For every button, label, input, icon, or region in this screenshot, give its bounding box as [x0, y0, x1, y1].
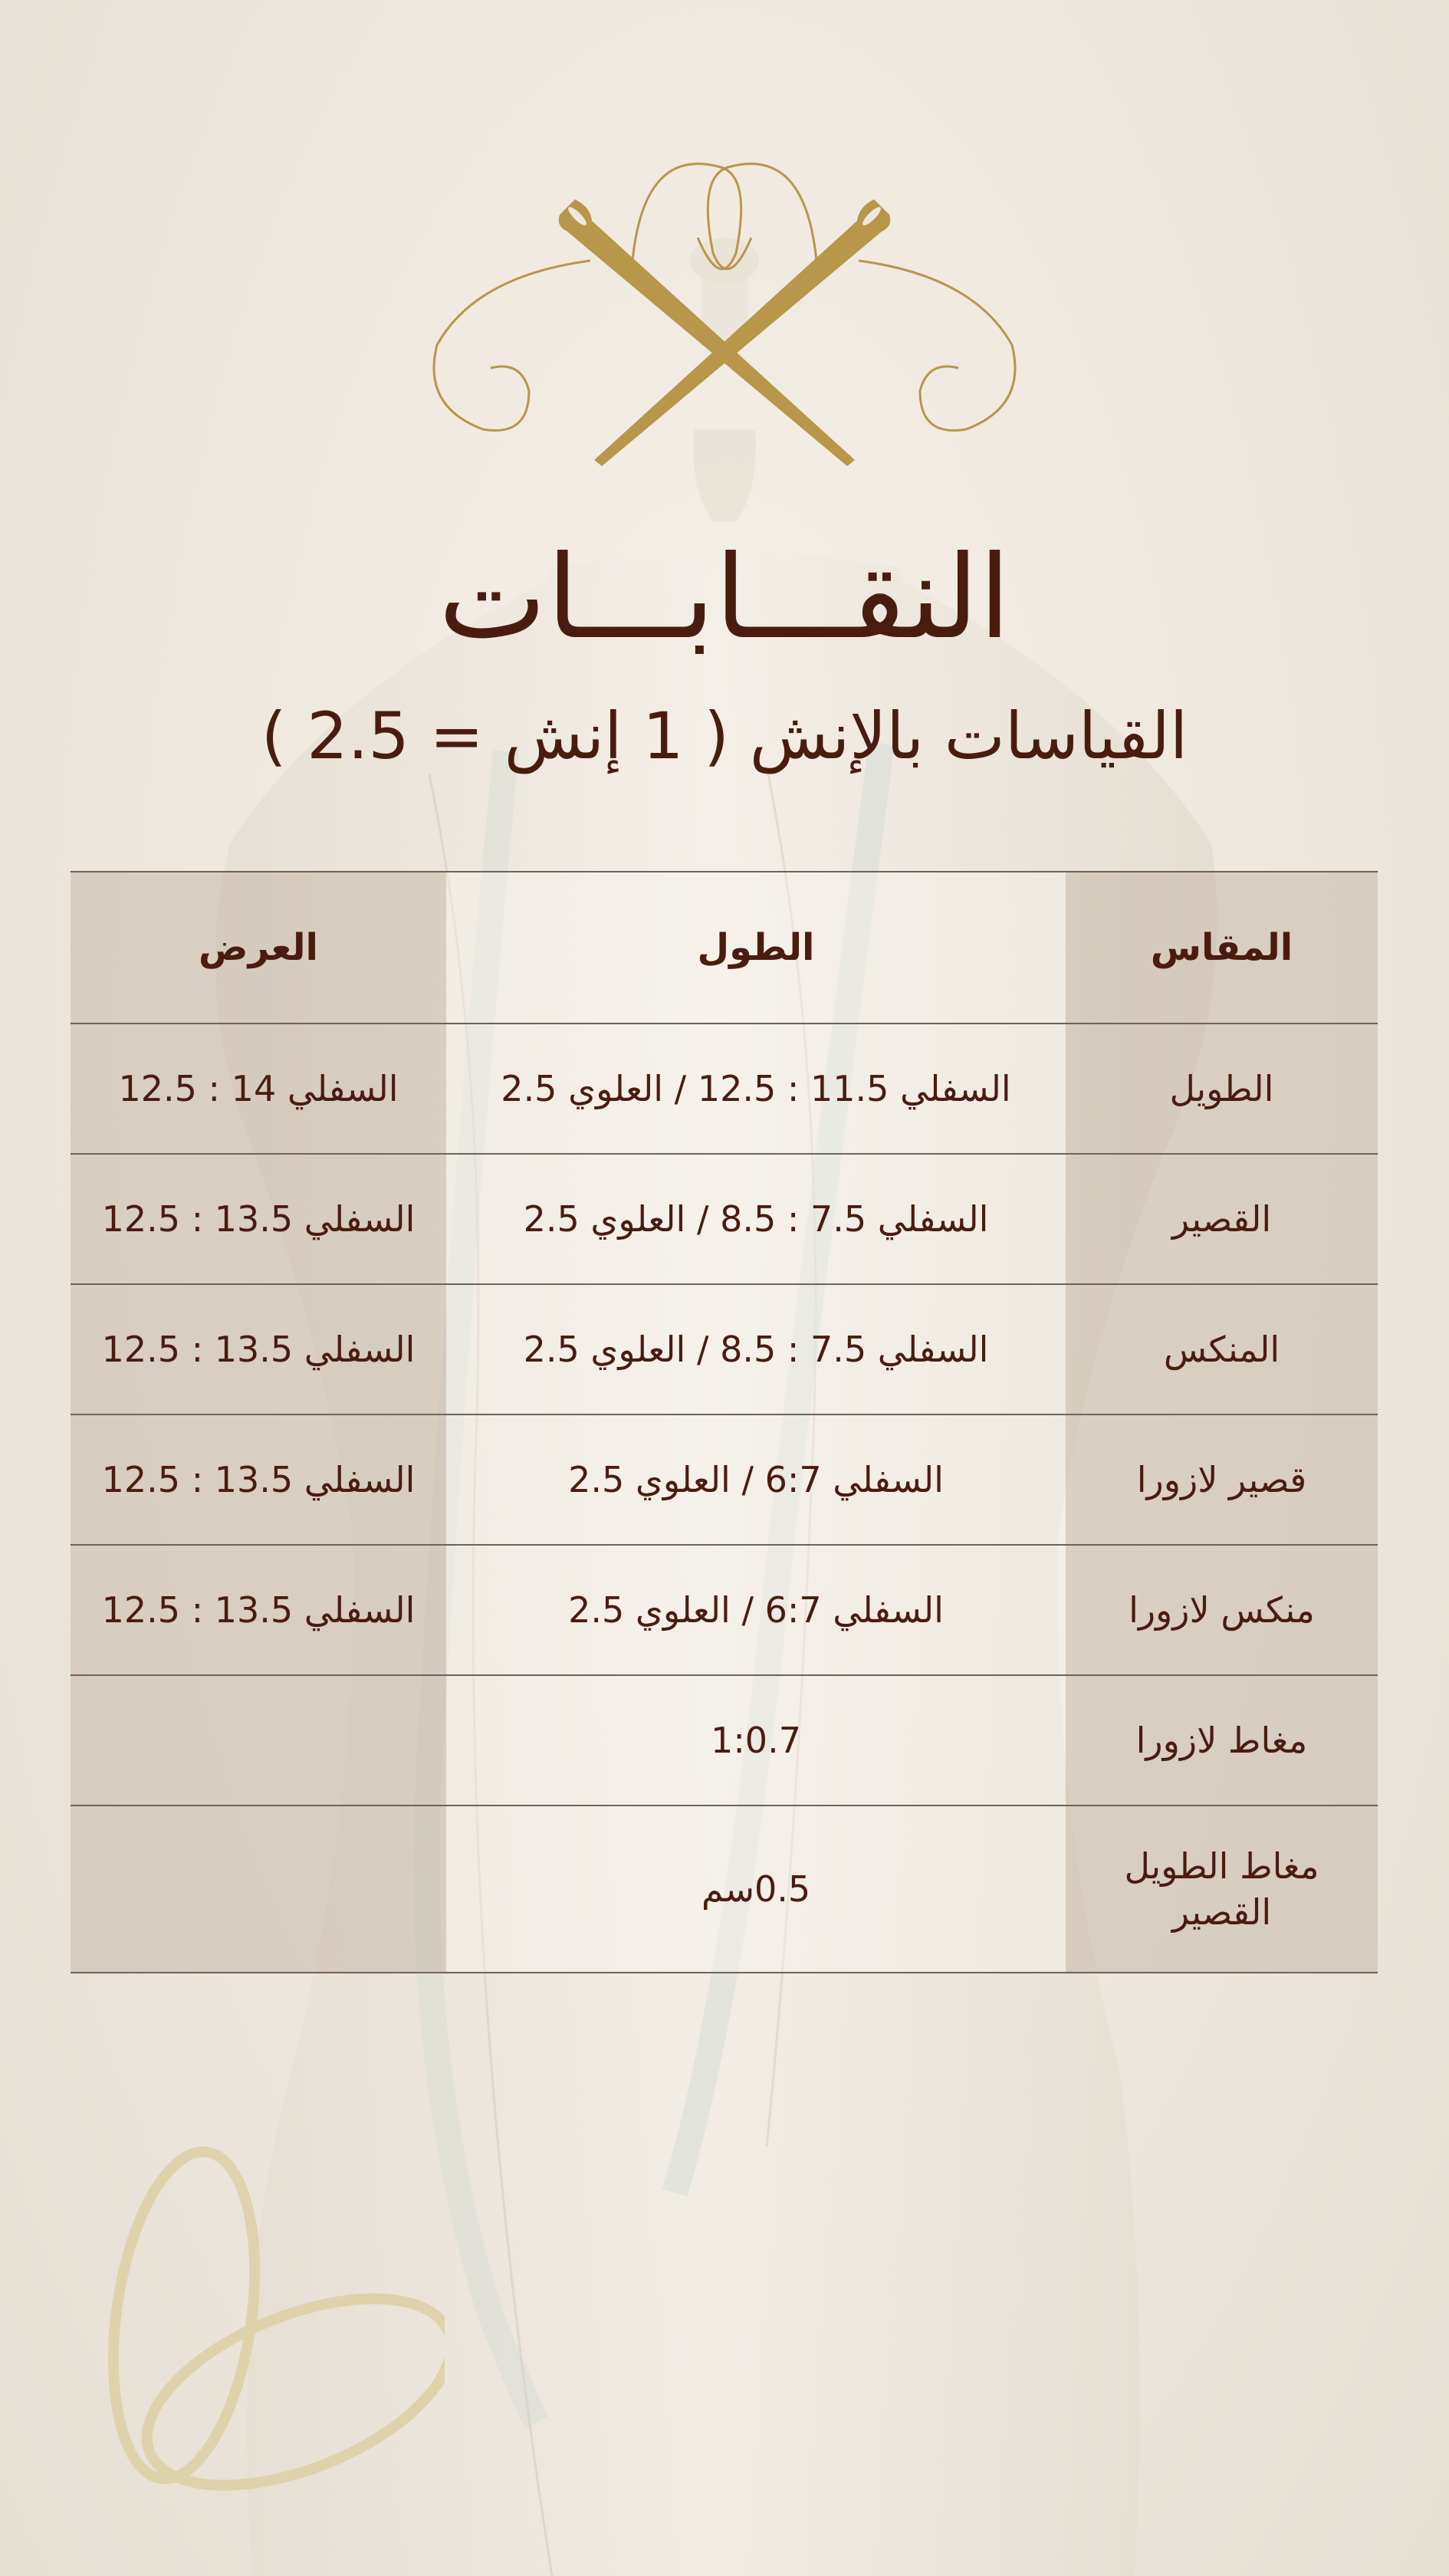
width-cell: السفلي 13.5 : 12.5	[71, 1546, 446, 1674]
table-row	[71, 1285, 1378, 1415]
table-row	[71, 1155, 1378, 1285]
size-cell: قصير لازورا	[1066, 1415, 1378, 1544]
size-cell: القصير	[1066, 1155, 1378, 1283]
size-cell: منكس لازورا	[1066, 1546, 1378, 1674]
size-cell: المنكس	[1066, 1285, 1378, 1414]
length-cell: السفلي 6:7 / العلوي 2.5	[446, 1415, 1066, 1544]
width-cell: السفلي 13.5 : 12.5	[71, 1155, 446, 1283]
width-cell	[71, 1676, 446, 1805]
size-cell: مغاط الطويل القصير	[1066, 1806, 1378, 1972]
page-title: النقـــابـــات	[438, 531, 1011, 665]
thread-rings-icon	[92, 2139, 445, 2499]
length-cell: 0.5سم	[446, 1806, 1066, 1972]
table-row	[71, 1806, 1378, 1973]
size-cell: الطويل	[1066, 1024, 1378, 1153]
table-row	[71, 1024, 1378, 1155]
length-cell: السفلي 7.5 : 8.5 / العلوي 2.5	[446, 1155, 1066, 1283]
header-width: العرض	[71, 872, 446, 1023]
table-row	[71, 1676, 1378, 1806]
header-length: الطول	[446, 872, 1066, 1023]
length-cell: السفلي 11.5 : 12.5 / العلوي 2.5	[446, 1024, 1066, 1153]
crossed-needles-with-thread-icon	[414, 146, 1035, 483]
width-cell: السفلي 13.5 : 12.5	[71, 1415, 446, 1544]
width-cell: السفلي 13.5 : 12.5	[71, 1285, 446, 1414]
header-size: المقاس	[1066, 872, 1378, 1023]
length-cell: السفلي 7.5 : 8.5 / العلوي 2.5	[446, 1285, 1066, 1414]
width-cell: السفلي 14 : 12.5	[71, 1024, 446, 1153]
width-cell	[71, 1806, 446, 1972]
table-row	[71, 1415, 1378, 1546]
table-row	[71, 1546, 1378, 1676]
length-cell: السفلي 6:7 / العلوي 2.5	[446, 1546, 1066, 1674]
table-header-row	[71, 872, 1378, 1024]
page-subtitle: القياسات بالإنش ( 1 إنش = 2.5 )	[261, 698, 1188, 774]
measurements-table	[71, 871, 1378, 1973]
length-cell: 1:0.7	[446, 1676, 1066, 1805]
size-cell: مغاط لازورا	[1066, 1676, 1378, 1805]
